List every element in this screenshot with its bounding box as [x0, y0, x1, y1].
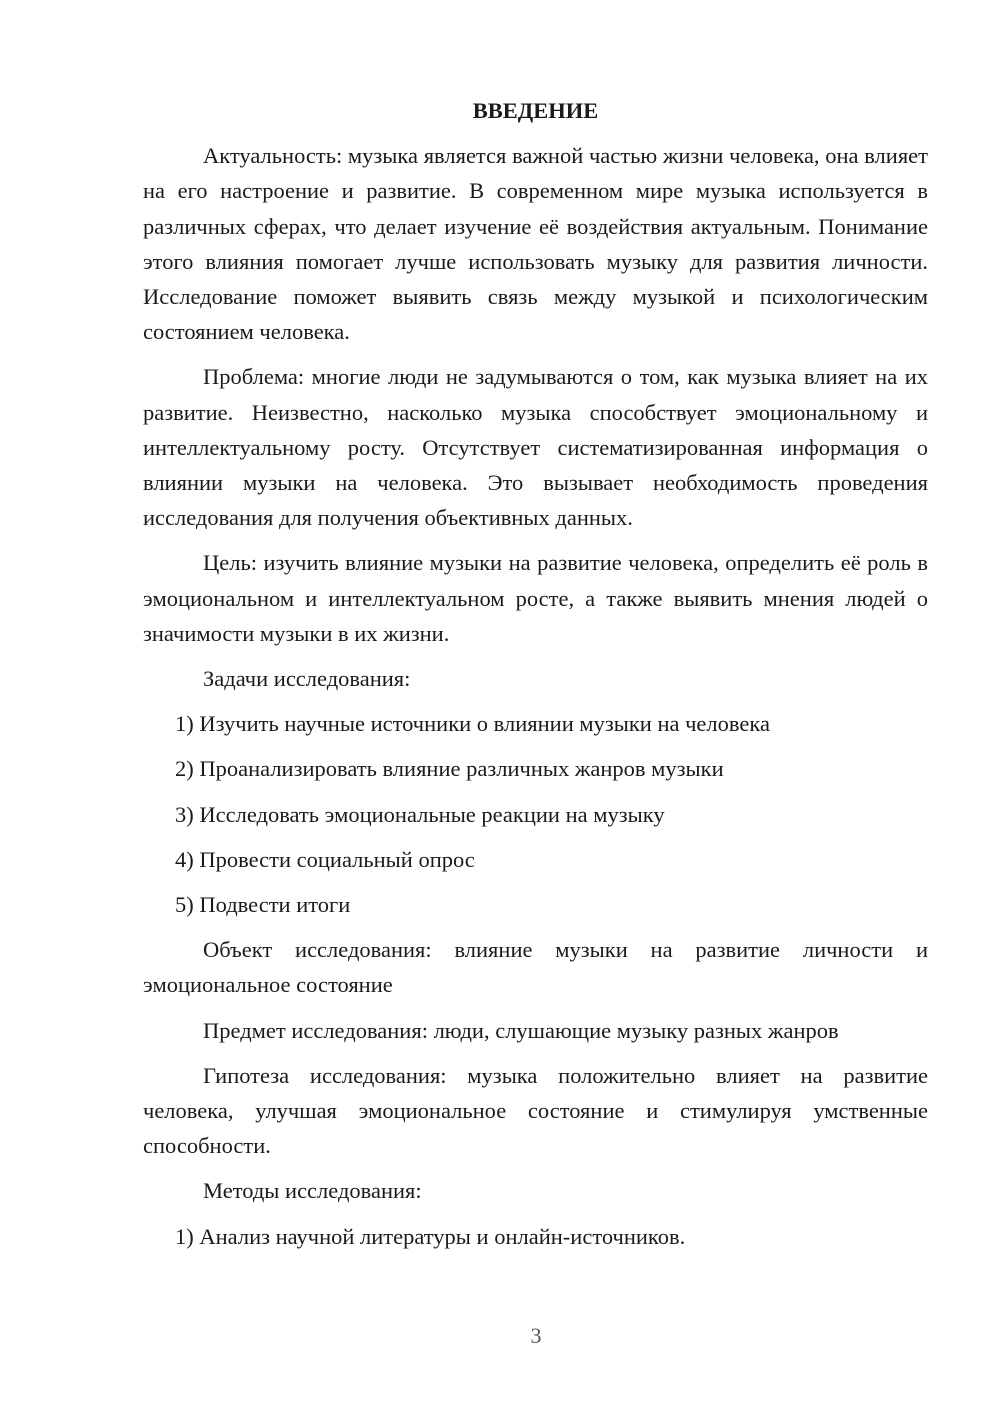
list-item: 1) Анализ научной литературы и онлайн-источников. — [175, 1223, 686, 1249]
section-title: ВВЕДЕНИЕ — [472, 98, 599, 123]
hypothesis-paragraph: Гипотеза исследования: музыка положительно влияет на развитие человека, улучшая эмоциональное состояние и стимулируя умственные способности. — [143, 1062, 928, 1159]
tasks-list — [143, 706, 928, 922]
problem-paragraph: Проблема: многие люди не задумываются о том, как музыка влияет на их развитие. Неизвестно, насколько музыка способствует эмоциональному и интеллектуальному росту. Отсутствует систематизированная информация о влиянии музыки на человека. Это вызывает необходимость проведения исследования для получения объективных данных. — [143, 364, 928, 531]
tasks-heading: Задачи исследования: — [203, 666, 411, 692]
subject-paragraph: Предмет исследования: люди, слушающие музыку разных жанров — [203, 1017, 839, 1043]
relevance-paragraph: Актуальность: музыка является важной частью жизни человека, она влияет на его настроение и развитие. В современном мире музыка используется в различных сферах, что делает изучение её воздействия актуальным. Понимание этого влияния помогает лучше использовать музыку для развития личности. Исследование поможет выявить связь между музыкой и психологическим состоянием человека. — [143, 143, 928, 345]
methods-heading: Методы исследования: — [203, 1178, 422, 1204]
list-item: 2) Проанализировать влияние различных жанров музыки — [175, 756, 724, 782]
list-item: 1) Изучить научные источники о влиянии музыки на человека — [175, 711, 770, 737]
methods-list — [143, 1219, 928, 1254]
list-item: 5) Подвести итоги — [175, 892, 351, 918]
page-number: 3 — [530, 1323, 542, 1348]
list-item: 4) Провести социальный опрос — [175, 846, 475, 872]
goal-paragraph: Цель: изучить влияние музыки на развитие человека, определить её роль в эмоциональном и интеллектуальном росте, а также выявить мнения людей о значимости музыки в их жизни. — [143, 550, 928, 646]
object-paragraph: Объект исследования: влияние музыки на развитие личности и эмоциональное состояние — [143, 937, 928, 998]
list-item: 3) Исследовать эмоциональные реакции на музыку — [175, 801, 665, 827]
page-content — [143, 93, 928, 1264]
